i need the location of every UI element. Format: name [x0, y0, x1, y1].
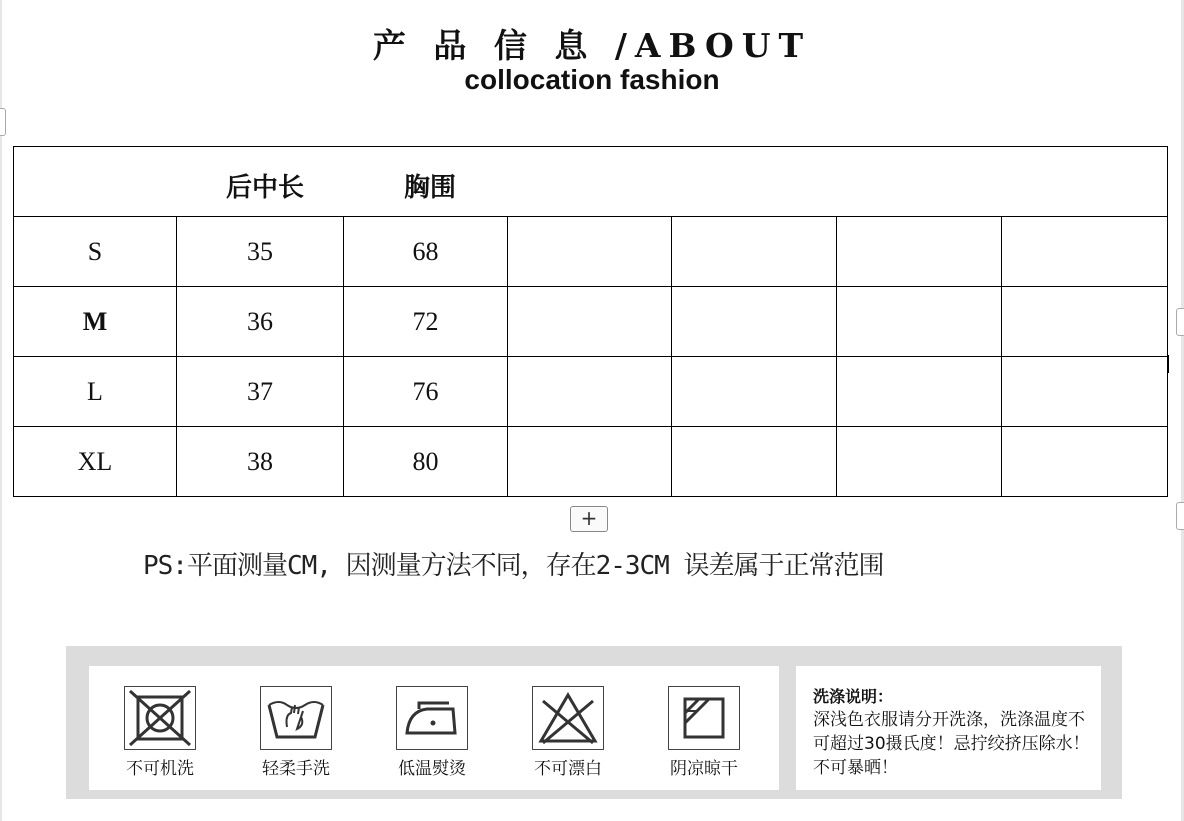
back-length-cell[interactable]: 38: [177, 427, 344, 497]
table-header-cell[interactable]: [14, 147, 1168, 217]
empty-cell[interactable]: [837, 217, 1002, 287]
empty-cell[interactable]: [672, 217, 837, 287]
table-row: [14, 217, 1168, 287]
header-chest: 胸围: [404, 173, 457, 202]
side-handle-right-top[interactable]: [1176, 308, 1184, 336]
care-item-low-iron: [377, 686, 487, 779]
empty-cell[interactable]: [508, 357, 672, 427]
care-icons-group: [89, 666, 779, 790]
header-back-length: 后中长: [226, 173, 305, 202]
no-bleach-icon: [532, 686, 604, 750]
table-header-row: [14, 147, 1168, 217]
empty-cell[interactable]: [1002, 357, 1168, 427]
care-instructions-text: 深浅色衣服请分开洗涤，洗涤温度不可超过30摄氏度！忌拧绞挤压除水！不可暴晒！: [813, 710, 1090, 778]
empty-cell[interactable]: [837, 357, 1002, 427]
empty-cell[interactable]: [1002, 427, 1168, 497]
shade-dry-icon: [668, 686, 740, 750]
care-label: 不可机洗: [126, 759, 194, 779]
care-label: 阴凉晾干: [670, 759, 738, 779]
empty-cell[interactable]: [837, 427, 1002, 497]
hand-wash-icon: [260, 686, 332, 750]
measurement-note: PS:平面测量CM, 因测量方法不同，存在2-3CM 误差属于正常范围: [143, 551, 884, 581]
chest-cell[interactable]: 72: [344, 287, 508, 357]
empty-cell[interactable]: [508, 217, 672, 287]
size-cell[interactable]: M: [14, 287, 177, 357]
care-instructions: [796, 666, 1101, 790]
chest-cell[interactable]: 68: [344, 217, 508, 287]
table-row: [14, 357, 1168, 427]
text-cursor: [1167, 355, 1169, 373]
empty-cell[interactable]: [508, 287, 672, 357]
care-item-no-bleach: [513, 686, 623, 779]
care-panel: [66, 646, 1122, 799]
add-row-button[interactable]: +: [570, 506, 608, 532]
care-label: 低温熨烫: [398, 759, 466, 779]
back-length-cell[interactable]: 36: [177, 287, 344, 357]
care-item-hand-wash: [241, 686, 351, 779]
care-item-no-machine-wash: [105, 686, 215, 779]
size-cell[interactable]: XL: [14, 427, 177, 497]
empty-cell[interactable]: [672, 287, 837, 357]
size-table[interactable]: [13, 146, 1168, 497]
side-handle-right-bottom[interactable]: [1176, 502, 1184, 530]
empty-cell[interactable]: [837, 287, 1002, 357]
page-subtitle: collocation fashion: [464, 64, 720, 95]
size-cell[interactable]: L: [14, 357, 177, 427]
empty-cell[interactable]: [1002, 287, 1168, 357]
low-iron-icon: [396, 686, 468, 750]
table-row: [14, 287, 1168, 357]
back-length-cell[interactable]: 37: [177, 357, 344, 427]
care-label: 轻柔手洗: [262, 759, 330, 779]
page-title: 产 品 信 息 /ABOUT: [372, 26, 812, 65]
no-machine-wash-icon: [124, 686, 196, 750]
empty-cell[interactable]: [1002, 217, 1168, 287]
empty-cell[interactable]: [672, 427, 837, 497]
chest-cell[interactable]: 80: [344, 427, 508, 497]
care-item-shade-dry: [649, 686, 759, 779]
size-cell[interactable]: S: [14, 217, 177, 287]
empty-cell[interactable]: [508, 427, 672, 497]
care-label: 不可漂白: [534, 759, 602, 779]
side-handle-left[interactable]: [0, 108, 6, 136]
back-length-cell[interactable]: 35: [177, 217, 344, 287]
empty-cell[interactable]: [672, 357, 837, 427]
care-instructions-title: 洗涤说明：: [813, 687, 894, 706]
chest-cell[interactable]: 76: [344, 357, 508, 427]
table-row: [14, 427, 1168, 497]
